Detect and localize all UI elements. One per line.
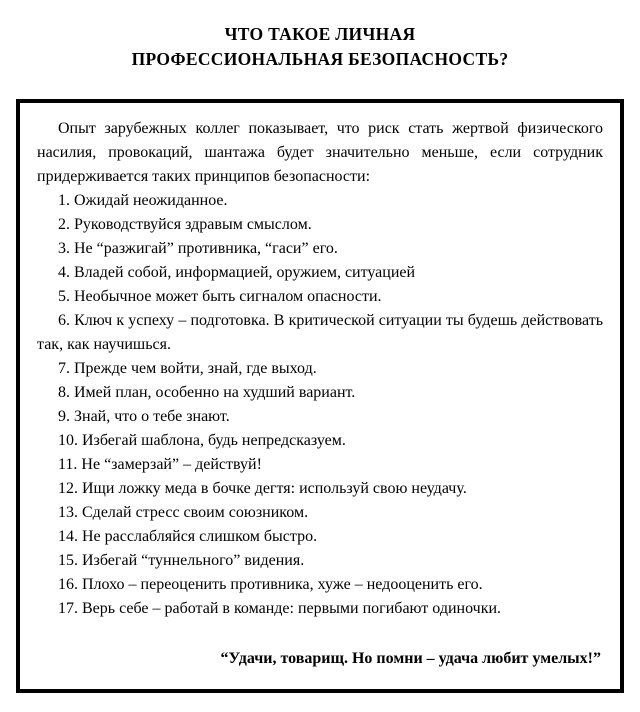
list-item: 12. Ищи ложку меда в бочке дегтя: используй свою неудачу. (58, 480, 467, 497)
list-item: 16. Плохо – переоценить противника, хуже – недооценить его. (58, 576, 483, 593)
list-item: 6. Ключ к успеху – подготовка. В критической ситуации ты будешь действовать так, как научишься. (37, 312, 603, 353)
list-item: 14. Не расслабляйся слишком быстро. (58, 528, 318, 545)
list-item: 11. Не “замерзай” – действуй! (58, 456, 262, 473)
list-item: 7. Прежде чем войти, знай, где выход. (58, 360, 317, 377)
rules-list (37, 189, 603, 621)
intro-paragraph: Опыт зарубежных коллег показывает, что риск стать жертвой физического насилия, провокаций, шантажа будет значительно меньше, если сотрудник придерживается таких принципов безопасности: (37, 120, 603, 185)
page-title-line-1: ЧТО ТАКОЕ ЛИЧНАЯ (224, 24, 416, 44)
content-frame-inner (20, 103, 620, 689)
page-title (0, 0, 640, 72)
list-item: 1. Ожидай неожиданное. (58, 192, 228, 209)
list-item: 8. Имей план, особенно на худший вариант. (58, 384, 356, 401)
list-item: 13. Сделай стресс своим союзником. (58, 504, 309, 521)
footer-quote: “Удачи, товарищ. Но помни – удача любит умелых!” (220, 650, 601, 667)
page-title-line-2: ПРОФЕССИОНАЛЬНАЯ БЕЗОПАСНОСТЬ? (131, 49, 509, 69)
list-item: 9. Знай, что о тебе знают. (58, 408, 230, 425)
list-item: 10. Избегай шаблона, будь непредсказуем. (58, 432, 346, 449)
list-item: 17. Верь себе – работай в команде: первыми погибают одиночки. (58, 600, 502, 617)
list-item: 3. Не “разжигай” противника, “гаси” его. (58, 240, 338, 257)
list-item: 15. Избегай “туннельного” видения. (58, 552, 305, 569)
list-item: 2. Руководствуйся здравым смыслом. (58, 216, 312, 233)
content-frame (16, 99, 624, 693)
list-item: 4. Владей собой, информацией, оружием, ситуацией (58, 264, 416, 281)
list-item: 5. Необычное может быть сигналом опасности. (58, 288, 382, 305)
